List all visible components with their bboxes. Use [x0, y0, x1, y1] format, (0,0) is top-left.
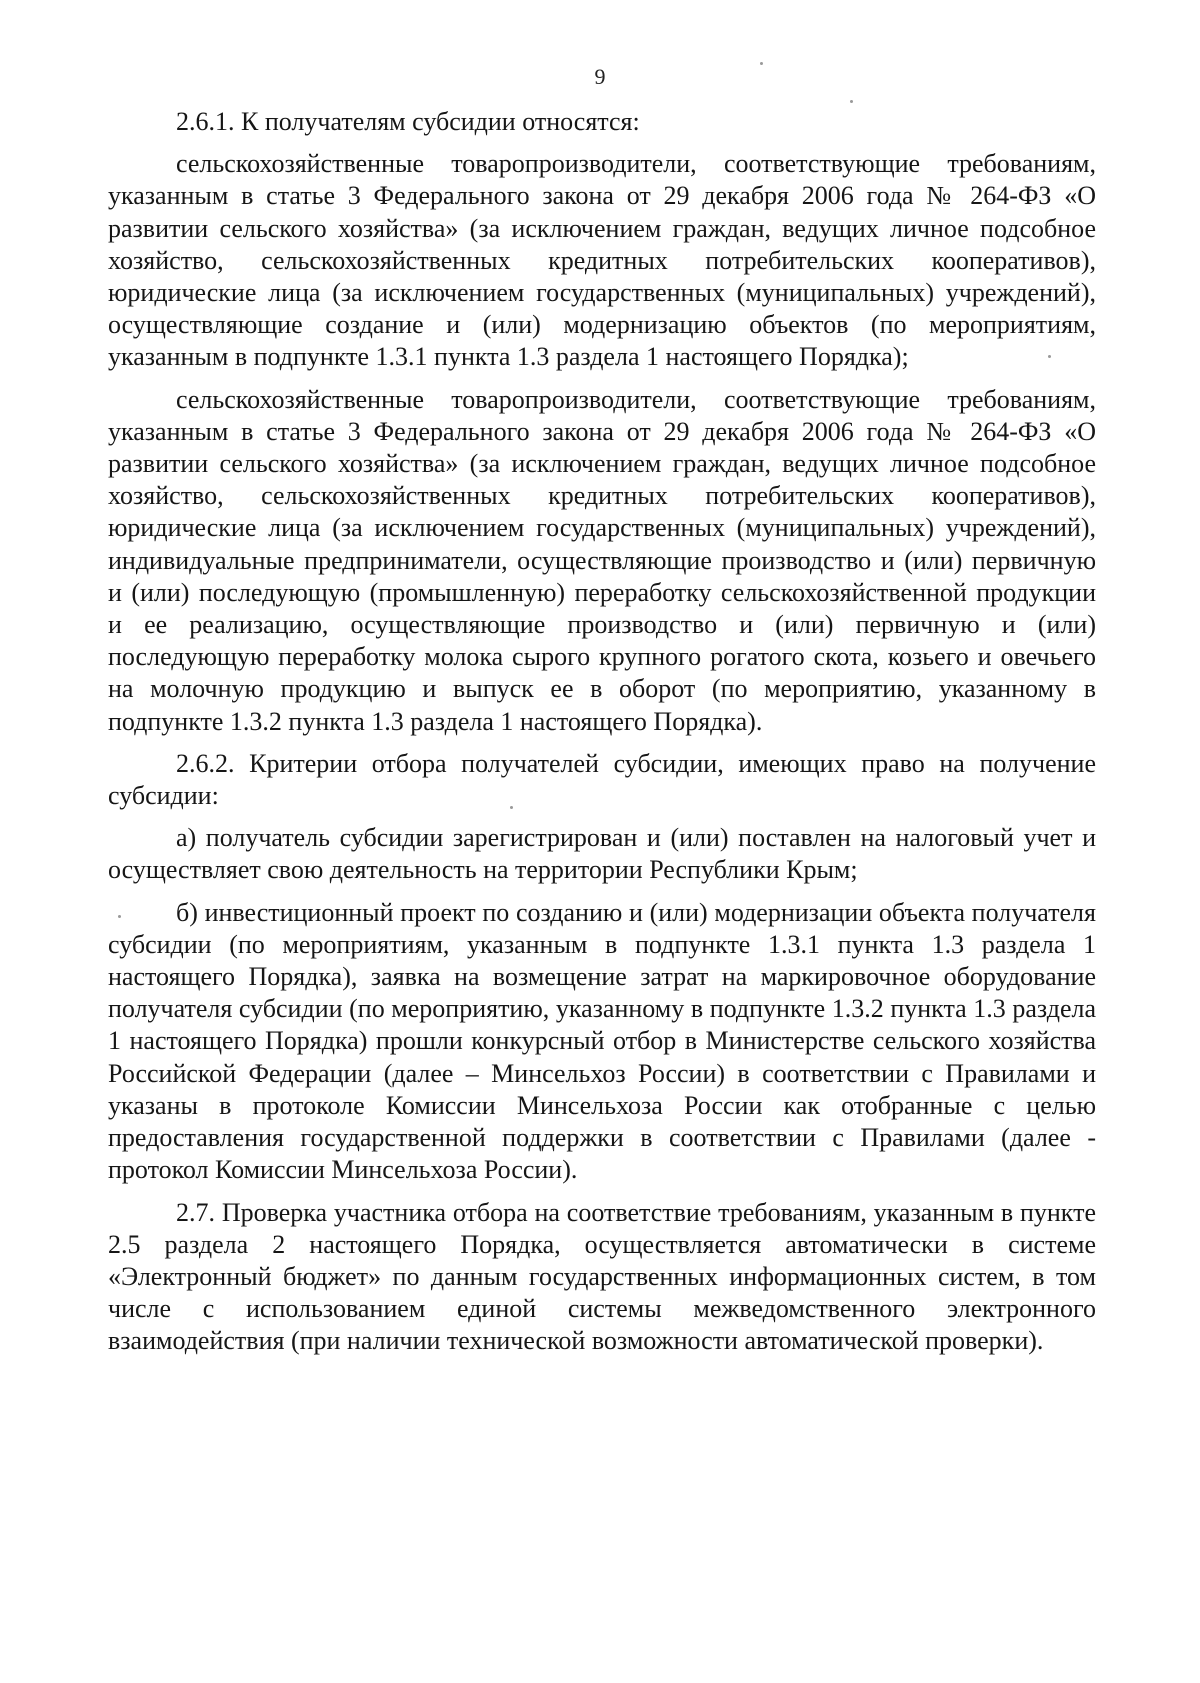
paragraph-2-7-verification: 2.7. Проверка участника отбора на соответствие требованиям, указанным в пункте 2.5 раздела 2 настоящего Порядка, осуществляется автоматически в системе «Электронный бюджет» по данным государственных информационных систем, в том числе с использованием единой системы межведомственного электронного взаимодействия (при наличии технической возможности автоматической проверки).	[108, 1197, 1096, 1356]
scan-speck	[760, 62, 763, 65]
scan-speck	[850, 100, 853, 103]
page-number: 9	[594, 64, 606, 89]
scan-speck	[1048, 355, 1051, 358]
paragraph-criterion-a: а) получатель субсидии зарегистрирован и (или) поставлен на налоговый учет и осуществляет свою деятельность на территории Республики Крым;	[108, 823, 1096, 885]
paragraph-recipients-group-2: сельскохозяйственные товаропроизводители, соответствующие требованиям, указанным в статье 3 Федерального закона от 29 декабря 2006 года № 264-ФЗ «О развитии сельского хозяйства» (за исключением граждан, ведущих личное подсобное хозяйство, сельскохозяйственных кредитных потребительских кооперативов), юридические лица (за исключением государственных (муниципальных) учреждений), индивидуальные предприниматели, осуществляющие производство и (или) первичную и (или) последующую (промышленную) переработку сельскохозяйственной продукции и ее реализацию, осуществляющие производство и (или) первичную и (или) последующую переработку молока сырого крупного рогатого скота, козьего и овечьего на молочную продукцию и выпуск ее в оборот (по мероприятию, указанному в подпункте 1.3.2 пункта 1.3 раздела 1 настоящего Порядка).	[108, 384, 1096, 736]
paragraph-recipients-group-1: сельскохозяйственные товаропроизводители, соответствующие требованиям, указанным в статье 3 Федерального закона от 29 декабря 2006 года № 264-ФЗ «О развитии сельского хозяйства» (за исключением граждан, ведущих личное подсобное хозяйство, сельскохозяйственных кредитных потребительских кооперативов), юридические лица (за исключением государственных (муниципальных) учреждений), осуществляющие создание и (или) модернизацию объектов (по мероприятиям, указанным в подпункте 1.3.1 пункта 1.3 раздела 1 настоящего Порядка);	[108, 149, 1096, 372]
paragraph-2-6-1-heading: 2.6.1. К получателям субсидии относятся:	[176, 107, 640, 136]
paragraph-criterion-b: б) инвестиционный проект по созданию и (или) модернизации объекта получателя субсидии (по мероприятиям, указанным в подпункте 1.3.1 пункта 1.3 раздела 1 настоящего Порядка), заявка на возмещение затрат на маркировочное оборудование получателя субсидии (по мероприятию, указанному в подпункте 1.3.2 пункта 1.3 раздела 1 настоящего Порядка) прошли конкурсный отбор в Министерстве сельского хозяйства Российской Федерации (далее – Минсельхоз России) в соответствии с Правилами и указаны в протоколе Комиссии Минсельхоза России как отобранные с целью предоставления государственной поддержки в соответствии с Правилами (далее - протокол Комиссии Минсельхоза России).	[108, 897, 1096, 1185]
scan-speck	[510, 806, 513, 809]
paragraph-2-6-2-criteria: 2.6.2. Критерии отбора получателей субсидии, имеющих право на получение субсидии:	[108, 748, 1096, 811]
scan-speck	[118, 915, 121, 918]
document-body	[108, 106, 1096, 1358]
